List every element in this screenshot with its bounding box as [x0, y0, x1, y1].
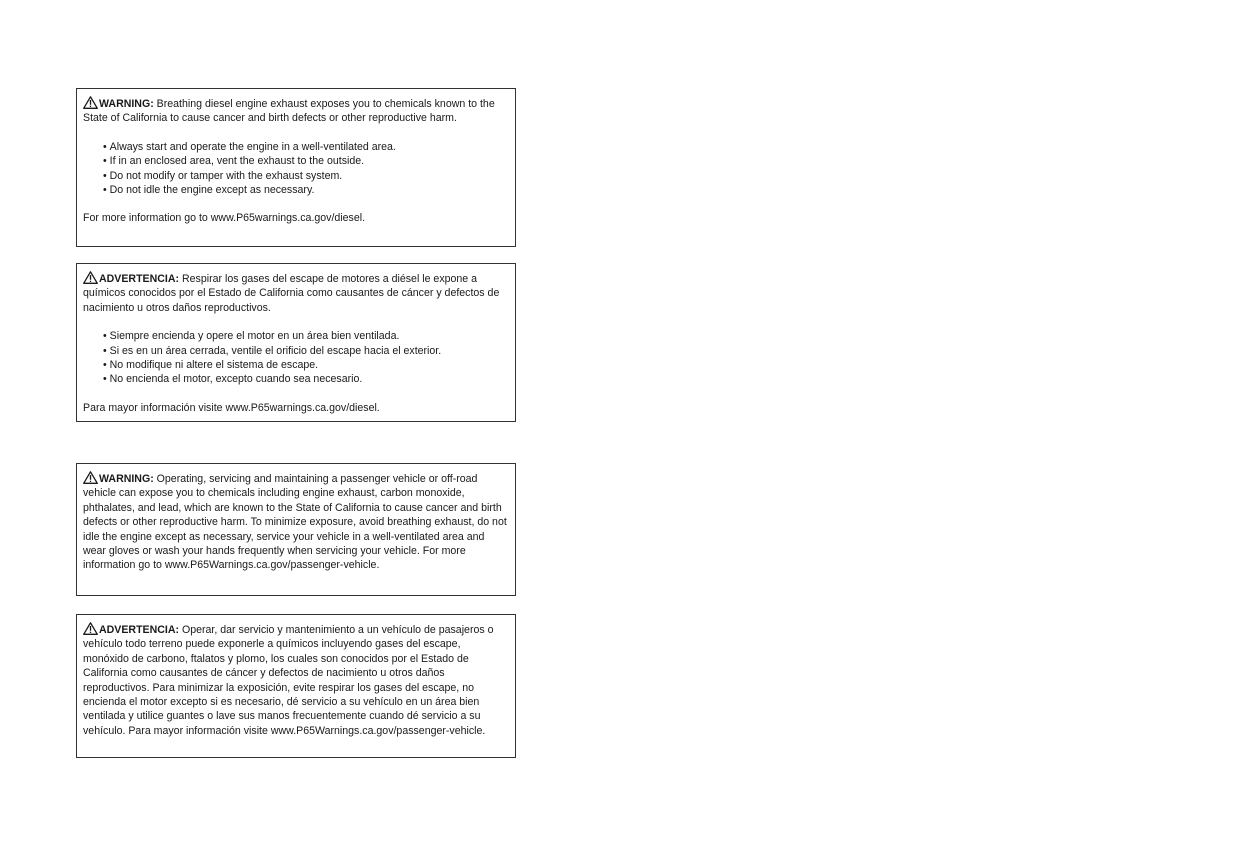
warning-text [83, 271, 509, 315]
warning-text [83, 96, 509, 126]
warning-label: WARNING: [99, 473, 154, 485]
bullet-list [83, 140, 509, 198]
warning-triangle-icon [83, 96, 98, 109]
diesel-warning-english [76, 88, 516, 247]
list-item: • If in an enclosed area, vent the exhaust to the outside. [103, 154, 509, 168]
warning-triangle-icon [83, 471, 98, 484]
warning-body: Operating, servicing and maintaining a passenger vehicle or off-road vehicle can expose you to chemicals including engine exhaust, carbon monoxide, phthalates, and lead, which are known to the State of California to cause cancer and birth defects or other reproductive harm. To minimize exposure, avoid breathing exhaust, do not idle the engine except as necessary, service your vehicle in a well-ventilated area and wear gloves or wash your hands frequently when servicing your vehicle. For more information go to www.P65Warnings.ca.gov/passenger-vehicle. [83, 473, 507, 572]
list-item: • Si es en un área cerrada, ventile el orificio del escape hacia el exterior. [103, 344, 509, 358]
warning-text [83, 622, 509, 738]
warning-triangle-icon [83, 622, 98, 635]
vehicle-warning-english [76, 463, 516, 596]
warning-label: ADVERTENCIA: [99, 624, 180, 636]
list-item: • No modifique ni altere el sistema de escape. [103, 358, 509, 372]
vehicle-warning-spanish [76, 614, 516, 758]
warning-text [83, 471, 509, 573]
more-info-line: Para mayor información visite www.P65warnings.ca.gov/diesel. [83, 401, 380, 414]
diesel-warning-spanish [76, 263, 516, 422]
list-item: • Do not modify or tamper with the exhaust system. [103, 169, 509, 183]
warning-intro: Respirar los gases del escape de motores a diésel le expone a químicos conocidos por el Estado de California como causantes de cáncer y defectos de nacimiento u otros daños reproductivos. [83, 273, 500, 314]
list-item: • Do not idle the engine except as necessary. [103, 183, 509, 197]
more-info-line: For more information go to www.P65warnings.ca.gov/diesel. [83, 212, 366, 225]
warning-intro: Breathing diesel engine exhaust exposes you to chemicals known to the State of California to cause cancer and birth defects or other reproductive harm. [83, 98, 495, 125]
warning-label: WARNING: [99, 98, 154, 110]
warning-triangle-icon [83, 271, 98, 284]
list-item: • Always start and operate the engine in a well-ventilated area. [103, 140, 509, 154]
bullet-list [83, 329, 509, 387]
list-item: • No encienda el motor, excepto cuando sea necesario. [103, 372, 509, 386]
warning-body: Operar, dar servicio y mantenimiento a un vehículo de pasajeros o vehículo todo terreno puede exponerle a químicos incluyendo gases del escape, monóxido de carbono, ftalatos y plomo, los cuales son conocidos por el Estado de California como causantes de cáncer y defectos de nacimiento u otros daños reproductivos. Para minimizar la exposición, evite respirar los gases del escape, no encienda el motor excepto si es necesario, dé servicio a su vehículo en un área bien ventilada y utilice guantes o lave sus manos frecuentemente cuando dé servicio a su vehículo. Para mayor información visite www.P65Warnings.ca.gov/passenger-vehicle. [83, 624, 494, 737]
warning-label: ADVERTENCIA: [99, 273, 180, 285]
list-item: • Siempre encienda y opere el motor en un área bien ventilada. [103, 329, 509, 343]
